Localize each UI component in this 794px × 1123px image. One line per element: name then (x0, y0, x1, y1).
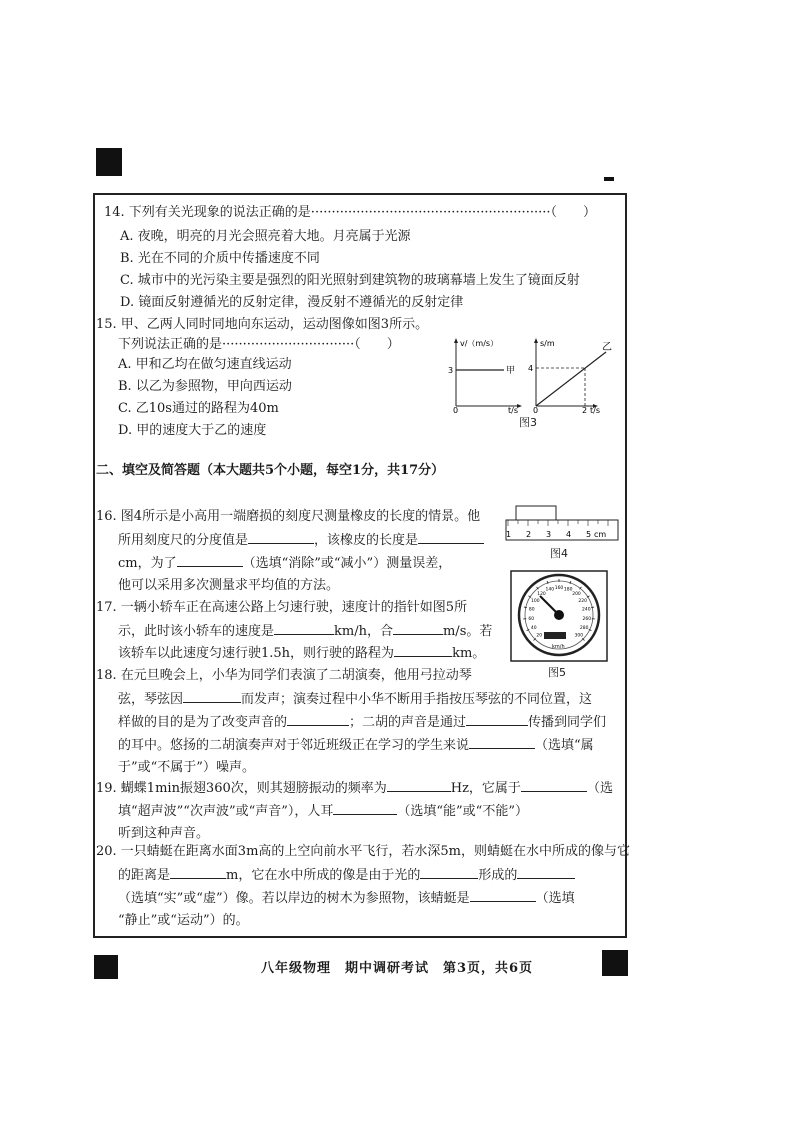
q18-l4b: （选填“属 (535, 738, 594, 753)
q18-line-3 (118, 713, 606, 732)
fig5-mark-280: 280 (579, 625, 589, 631)
fig3-right-origin: 0 (533, 406, 539, 414)
figure-5-speedometer (510, 570, 608, 662)
fig3-right-tick-2: 2 (582, 406, 588, 414)
fig5-mark-160: 160 (554, 585, 564, 591)
q20-blank-motion (470, 889, 536, 902)
q14-option-a: A. 夜晚，明亮的月光会照亮着大地。月亮属于光源 (120, 229, 411, 244)
q20-l2b: m，它在水中所成的像是由于光的 (226, 868, 421, 883)
fig4-tick-5: 5 (586, 530, 592, 539)
fig5-mark-120: 120 (537, 591, 546, 597)
q17-l2b: km/h，合 (334, 624, 393, 639)
q16-blank-division (248, 531, 314, 544)
q18-line-4 (118, 736, 594, 755)
fig3-left-line-label: 甲 (506, 366, 516, 376)
q17-blank-ms (393, 622, 443, 635)
fig4-eraser (516, 506, 556, 520)
fig5-mark-260: 260 (582, 616, 592, 622)
q18-l4a: 的耳中。悠扬的二胡演奏声对于邻近班级正在学习的学生来说 (118, 738, 470, 753)
page-footer: 八年级物理 期中调研考试 第3页，共6页 (260, 961, 534, 976)
fig4-tick-4: 4 (566, 530, 572, 539)
q15-option-d: D. 甲的速度大于乙的速度 (118, 423, 267, 438)
q14-option-b: B. 光在不同的介质中传播速度不同 (120, 251, 320, 266)
fig5-mark-200: 200 (572, 591, 581, 597)
q17-l2a: 示，此时该小轿车的速度是 (118, 624, 275, 639)
fig3-left-y-arrow (454, 338, 458, 343)
q18-blank-noise (469, 736, 535, 749)
fig3-right-yi-line (536, 352, 606, 406)
figure-3-graphs (446, 336, 616, 414)
q17-line-2 (118, 622, 492, 641)
q19-l1c: （选 (586, 781, 613, 796)
fig5-hub (554, 610, 564, 620)
fig3-left-xlabel: t/s (508, 406, 518, 414)
q16-l2a: 所用刻度尺的分度值是 (118, 533, 249, 548)
q17-blank-kmh (274, 622, 334, 635)
q17-l3a: 该轿车以此速度匀速行驶1.5h，则行驶的路程为 (118, 646, 395, 661)
fig4-tick-3: 3 (546, 530, 552, 539)
figure-3-caption: 图3 (519, 416, 537, 429)
q16-blank-error (177, 554, 243, 567)
q14-option-d: D. 镜面反射遵循光的反射定律，漫反射不遵循光的反射定律 (120, 295, 464, 310)
q14-stem: 14. 下列有关光现象的说法正确的是··························································（ ） (104, 205, 596, 220)
fig5-mark-220: 220 (578, 598, 587, 604)
fig3-left-origin: 0 (453, 406, 459, 414)
q18-line-2 (118, 690, 592, 709)
q15-stem-2: 下列说法正确的是································（ ） (118, 337, 400, 352)
fig5-mark-140: 140 (545, 587, 555, 593)
q19-l2b: （选填“能”或“不能”） (397, 804, 528, 819)
q20-line-1: 20. 一只蜻蜓在距离水面3m高的上空向前水平飞行，若水深5m，则蜻蜓在水中所成的像与它 (96, 844, 631, 859)
q18-blank-medium (466, 713, 528, 726)
q19-l2a: 填“超声波”“次声波”或“声音”），人耳 (118, 804, 334, 819)
registration-mark-top-left (96, 148, 122, 176)
q15-option-b: B. 以乙为参照物，甲向西运动 (118, 379, 292, 394)
q16-l2b: ，该橡皮的长度是 (314, 533, 419, 548)
q19-line-1 (96, 779, 613, 798)
fig5-mark-180: 180 (563, 587, 573, 593)
q16-l3a: cm，为了 (118, 556, 177, 571)
fig3-right-line-label: 乙 (602, 342, 612, 353)
q15-option-c: C. 乙10s通过的路程为40m (118, 401, 279, 416)
q18-line-1: 18. 在元旦晚会上，小华为同学们表演了二胡演奏，他用弓拉动琴 (96, 668, 472, 683)
q15-stem: 15. 甲、乙两人同时同地向东运动，运动图像如图3所示。 (96, 317, 429, 332)
figure-4-ruler (504, 504, 620, 542)
section-2-title: 二、填空及简答题（本大题共5个小题，每空1分，共17分） (96, 463, 445, 478)
q16-blank-length (418, 531, 484, 544)
fig5-mark-20: 20 (536, 633, 543, 639)
q16-line-3 (118, 554, 451, 573)
q17-line-1: 17. 一辆小轿车正在高速公路上匀速行驶，速度计的指针如图5所 (96, 600, 468, 615)
q18-blank-property (287, 713, 349, 726)
q18-l3c: 传播到同学们 (528, 715, 607, 730)
q16-line-4: 他可以采用多次测量求平均值的方法。 (118, 578, 340, 593)
q19-line-2 (118, 802, 528, 821)
fig4-tick-2: 2 (526, 530, 532, 539)
q19-blank-type (521, 779, 587, 792)
q20-l2c: 形成的 (478, 868, 518, 883)
q17-line-3 (118, 644, 485, 663)
q20-blank-distance (170, 866, 226, 879)
q20-line-2 (118, 866, 575, 885)
fig3-left-tick-3: 3 (448, 366, 454, 375)
figure-5-caption: 图5 (548, 666, 566, 679)
q17-l3b: km。 (452, 646, 486, 661)
q20-blank-phenomenon (420, 866, 478, 879)
q19-blank-frequency (387, 779, 451, 792)
q18-l2b: 而发声；演奏过程中小华不断用手指按压琴弦的不同位置，这 (241, 692, 593, 707)
q17-blank-distance (394, 644, 452, 657)
fig5-mark-40: 40 (530, 625, 537, 631)
q20-l2a: 的距离是 (118, 868, 171, 883)
fig3-right-ylabel: s/m (540, 339, 555, 348)
fig5-mark-80: 80 (528, 607, 535, 613)
registration-mark-top-right (604, 177, 614, 181)
q19-blank-hear (333, 802, 397, 815)
fig5-mark-300: 300 (574, 633, 584, 639)
q20-line-4: “静止”或“运动”）的。 (118, 913, 249, 928)
q19-line-3: 听到这种声音。 (118, 826, 210, 841)
q16-line-2 (118, 531, 484, 550)
fig5-mark-240: 240 (582, 607, 591, 613)
q16-l3b: （选填“消除”或“减小”）测量误差， (242, 556, 452, 571)
q15-option-a: A. 甲和乙均在做匀速直线运动 (118, 357, 292, 372)
fig5-mark-100: 100 (531, 598, 540, 604)
fig4-tick-1: 1 (506, 530, 512, 539)
fig5-odometer (544, 632, 566, 639)
fig3-right-xlabel: t/s (590, 406, 600, 414)
fig4-unit: cm (594, 530, 607, 539)
q20-l3b: （选填 (535, 891, 575, 906)
fig5-mark-60: 60 (528, 616, 535, 622)
figure-4-caption: 图4 (550, 547, 568, 560)
q19-l1b: Hz，它属于 (450, 781, 521, 796)
q18-blank-vibration (183, 690, 241, 703)
q17-l2c: m/s。若 (442, 624, 493, 639)
q19-l1a: 19. 蝴蝶1min振翅360次，则其翅膀振动的频率为 (96, 781, 387, 796)
fig5-unit: km/h (552, 644, 565, 650)
q20-blank-image-type (517, 866, 575, 879)
q20-l3a: （选填“实”或“虚”）像。若以岸边的树木为参照物，该蜻蜓是 (118, 891, 470, 906)
fig3-right-tick-4: 4 (528, 364, 534, 373)
fig3-right-y-arrow (534, 338, 538, 343)
q16-line-1: 16. 图4所示是小高用一端磨损的刻度尺测量橡皮的长度的情景。他 (96, 509, 481, 524)
q18-line-5: 于”或“不属于”）噪声。 (118, 760, 255, 775)
q18-l3b: ；二胡的声音是通过 (349, 715, 467, 730)
q20-line-3 (118, 889, 575, 908)
q18-l3a: 样做的目的是为了改变声音的 (118, 715, 288, 730)
fig3-left-ylabel: v/（m/s） (460, 339, 499, 348)
q18-l2a: 弦，琴弦因 (118, 692, 184, 707)
q14-option-c: C. 城市中的光污染主要是强烈的阳光照射到建筑物的玻璃幕墙上发生了镜面反射 (120, 273, 580, 288)
